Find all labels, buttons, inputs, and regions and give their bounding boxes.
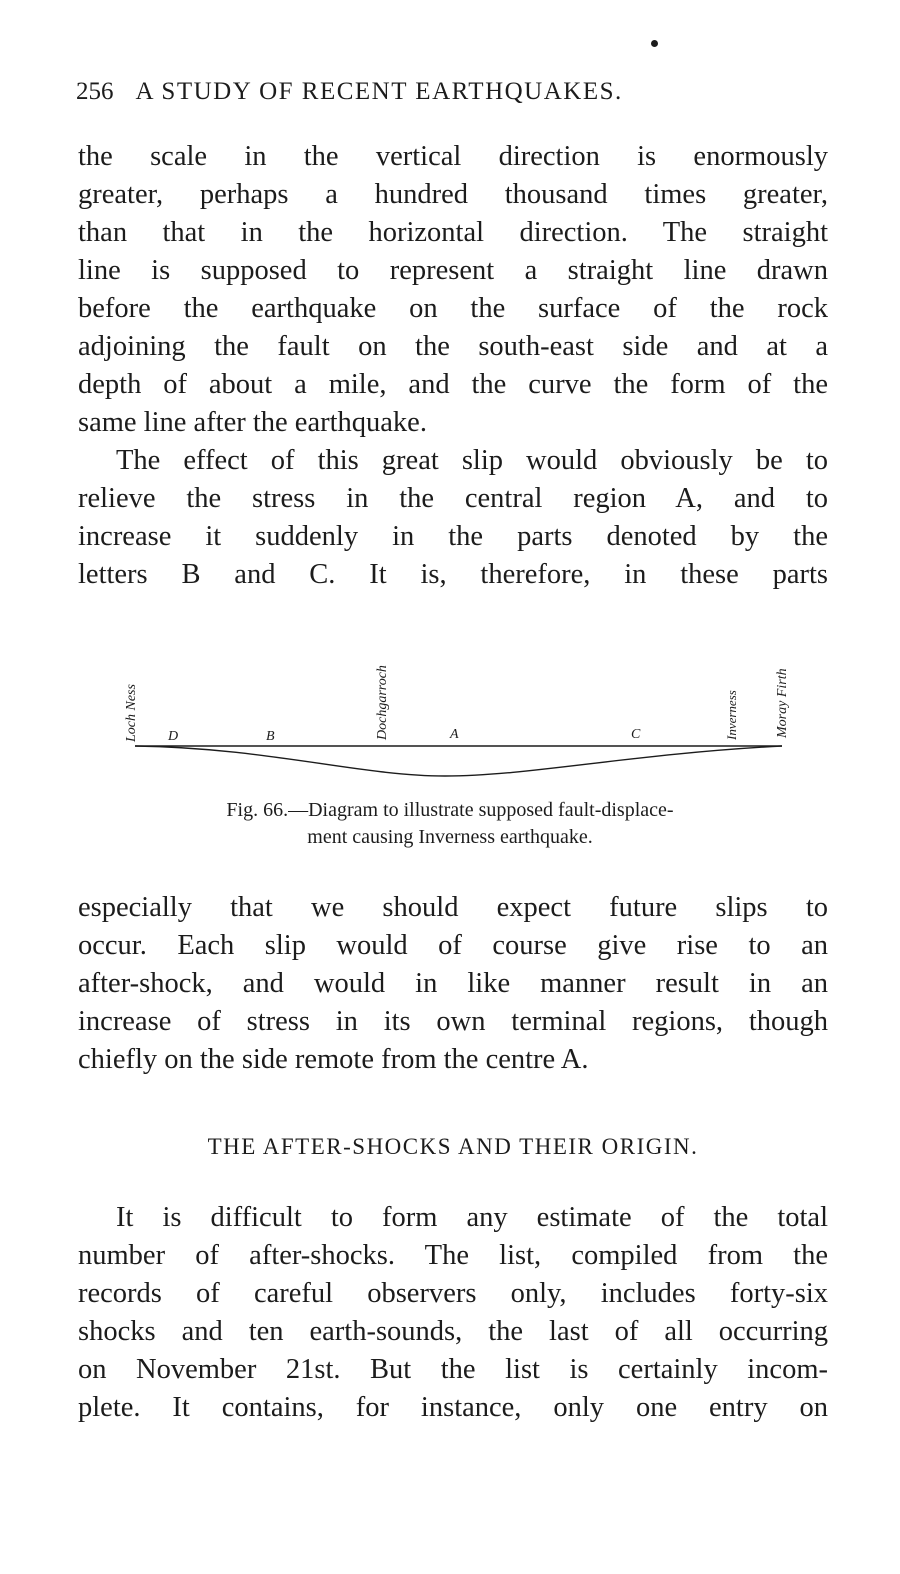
text-line: greater, perhaps a hundred thousand times greater,	[78, 179, 828, 210]
text-line: on November 21st. But the list is certainly incom-	[78, 1354, 828, 1385]
label-dochgarroch: Dochgarroch	[375, 665, 390, 740]
printer-mark	[651, 40, 658, 47]
label-loch-ness: Loch Ness	[124, 684, 139, 742]
text-line: shocks and ten earth-sounds, the last of all occurring	[78, 1316, 828, 1347]
point-label-d: D	[168, 729, 179, 744]
label-moray-firth: Moray Firth	[775, 668, 790, 738]
caption-line: ment causing Inverness earthquake.	[307, 826, 593, 848]
text-line: letters B and C. It is, therefore, in these parts	[78, 559, 828, 590]
text-line: the scale in the vertical direction is enormously	[78, 141, 828, 172]
point-label-a: A	[450, 727, 459, 742]
running-title: A STUDY OF RECENT EARTHQUAKES.	[135, 78, 623, 105]
text-line: adjoining the fault on the south-east side and at a	[78, 331, 828, 362]
paragraph-4	[78, 1199, 828, 1427]
figure-caption	[120, 797, 780, 851]
caption-line: Fig. 66.—Diagram to illustrate supposed fault-displace-	[226, 799, 674, 821]
label-inverness: Inverness	[724, 690, 739, 740]
text-line: plete. It contains, for instance, only one entry on	[78, 1392, 828, 1423]
paragraph-3	[78, 889, 828, 1079]
text-line: chiefly on the side remote from the centre A.	[78, 1044, 589, 1075]
text-line: It is difficult to form any estimate of the total	[116, 1202, 828, 1233]
text-line: The effect of this great slip would obviously be to	[116, 445, 828, 476]
text-line: occur. Each slip would of course give rise to an	[78, 930, 828, 961]
point-label-b: B	[266, 729, 275, 744]
text-line: records of careful observers only, includes forty-six	[78, 1278, 828, 1309]
text-line: increase it suddenly in the parts denoted by the	[78, 521, 828, 552]
paragraph-1	[78, 138, 828, 442]
text-line: relieve the stress in the central region A, and to	[78, 483, 828, 514]
text-line: before the earthquake on the surface of the rock	[78, 293, 828, 324]
text-line: line is supposed to represent a straight line drawn	[78, 255, 828, 286]
text-line: number of after-shocks. The list, compiled from the	[78, 1240, 828, 1271]
section-title: THE AFTER-SHOCKS AND THEIR ORIGIN.	[207, 1134, 699, 1159]
point-label-c: C	[631, 727, 641, 742]
running-header	[76, 78, 836, 106]
text-line: increase of stress in its own terminal regions, though	[78, 1006, 828, 1037]
fault-diagram	[110, 612, 800, 792]
text-line: depth of about a mile, and the curve the form of the	[78, 369, 828, 400]
displaced-curve	[135, 746, 782, 776]
text-line: than that in the horizontal direction. The straight	[78, 217, 828, 248]
text-line: after-shock, and would in like manner result in an	[78, 968, 828, 999]
page-number: 256	[76, 78, 114, 105]
text-line: especially that we should expect future slips to	[78, 892, 828, 923]
text-line: same line after the earthquake.	[78, 407, 427, 438]
paragraph-2	[78, 442, 828, 594]
